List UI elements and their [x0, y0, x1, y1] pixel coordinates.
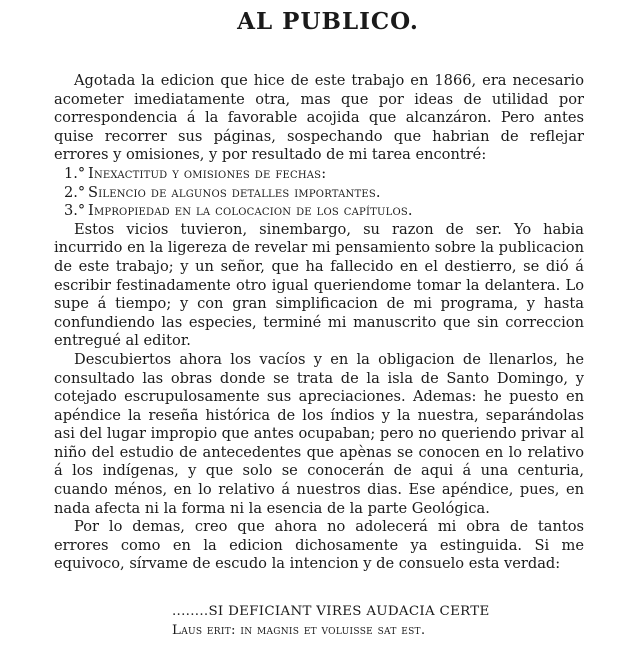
latin-quote [54, 602, 584, 640]
list-item-text: Silencio de algunos detalles importantes. [88, 183, 381, 201]
list-item-text: Impropiedad en la colocacion de los capítulos. [88, 202, 413, 220]
paragraph-closing: Por lo demas, creo que ahora no adolecerá mi obra de tantos errores como en la edicion dichosamente ya estinguida. Si me equivoco, sírvame de escudo la intencion y de consuelo esta verdad: [54, 518, 584, 573]
list-item [54, 202, 584, 221]
list-item-number: 3.° [64, 202, 86, 220]
list-item [54, 184, 584, 203]
quote-line-1: ........SI DEFICIANT VIRES AUDACIA CERTE [172, 604, 490, 620]
list-item-number: 2.° [64, 183, 86, 201]
list-item-number: 1.° [64, 164, 86, 182]
paragraph-vices: Estos vicios tuvieron, sinembargo, su razon de ser. Yo habia incurrido en la ligereza de revelar mi pensamiento sobre la publicacion de este trabajo; y un señor, que ha fallecido en el destierro, se dió á escribir festinadamente otro igual queriendome tomar la delantera. Lo supe á tiempo; y con gran simplificacion de mi programa, y hasta confundiendo las especies, terminé mi manuscrito que sin correccion entregué al editor. [54, 220, 584, 350]
findings-list [54, 165, 584, 221]
list-item-text: Inexactitud y omisiones de fechas: [88, 164, 327, 182]
document-body [54, 72, 584, 640]
paragraph-appendix: Descubiertos ahora los vacíos y en la obligacion de llenarlos, he consultado las obras donde se trata de la isla de Santo Domingo, y cotejado escrupulosamente sus apreciaciones. Ademas: he puesto en apéndice la reseña histórica de los índios y la nuestra, separándolas asi del lugar impropio que antes ocupaban; pero no queriendo privar al niño del estudio de antecedentes que apènas se conocen en lo relativo á los indígenas, y que solo se conocerán de aqui á una centuria, cuando ménos, en lo relativo á nuestros dias. Ese apéndice, pues, en nada afecta ni la forma ni la esencia de la parte Geológica. [54, 350, 584, 517]
quote-line-2: Laus erit: in magnis et voluisse sat est. [172, 623, 426, 639]
page-title: AL PUBLICO. [237, 8, 419, 35]
list-item [54, 165, 584, 184]
paragraph-intro: Agotada la edicion que hice de este trabajo en 1866, era necesario acometer imediatamente otra, mas que por ideas de utilidad por correspondencia á la favorable acojida que alcanzáron. Pero antes quise recorrer sus páginas, sospechando que habrian de reflejar errores y omisiones, y por resultado de mi tarea encontré: [54, 72, 584, 164]
